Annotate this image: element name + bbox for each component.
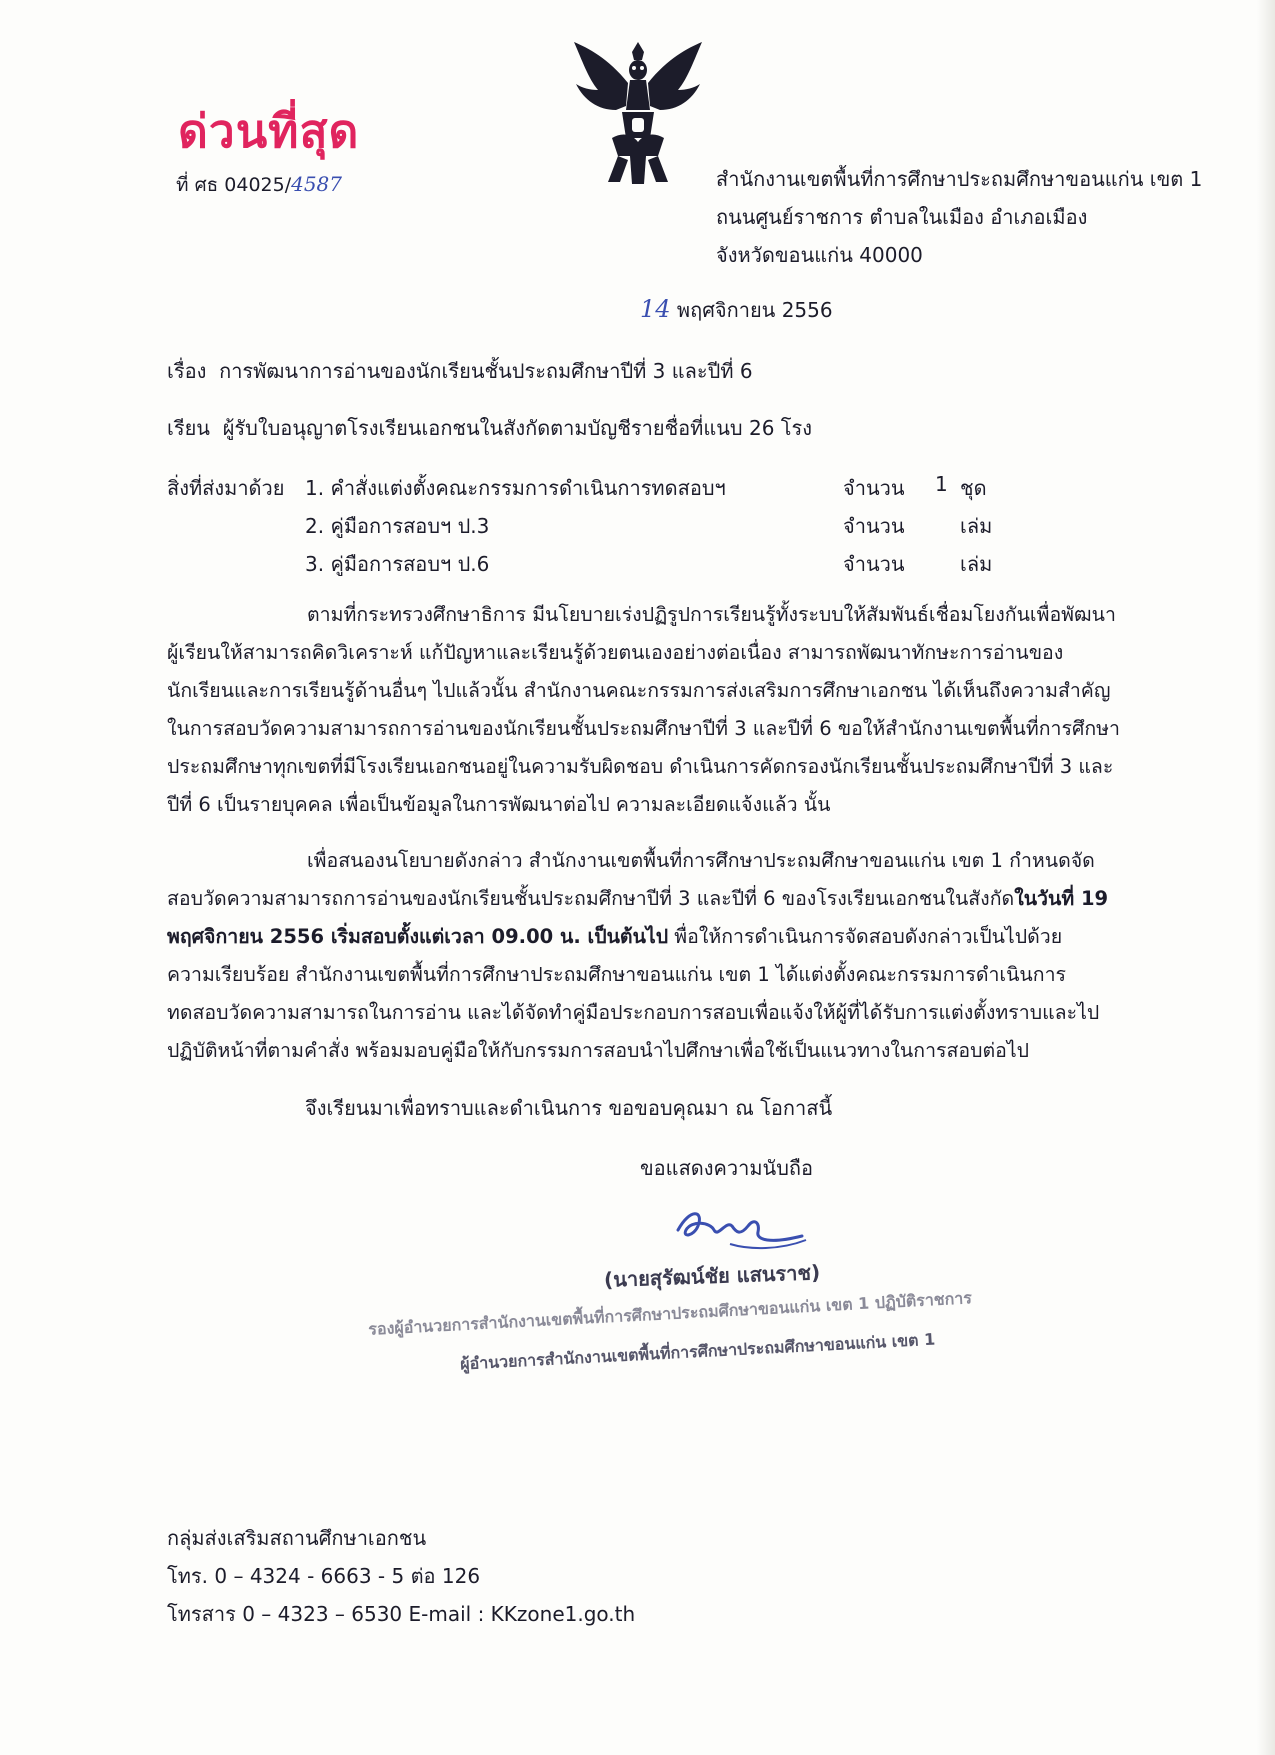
paragraph-1-line: ปีที่ 6 เป็นรายบุคคล เพื่อเป็นข้อมูลในการพัฒนาต่อไป ความละเอียดแจ้งแล้ว นั้น — [167, 793, 831, 816]
paragraph-2-line: ทดสอบวัดความสามารถในการอ่าน และได้จัดทำคู่มือประกอบการสอบเพื่อแจ้งให้ผู้ที่ได้รับการแต่งตั้งทราบและไป — [167, 1001, 1100, 1024]
enclosure-qty-label-1: จำนวน — [843, 476, 905, 500]
enclosure-qty-1: 1 — [935, 472, 948, 496]
exam-time-bold: พฤศจิกายน 2556 เริ่มสอบตั้งแต่เวลา 09.00 น. เป็นต้นไป — [167, 925, 669, 948]
signature-icon — [670, 1200, 810, 1260]
enclosure-item-1: 1. คำสั่งแต่งตั้งคณะกรรมการดำเนินการทดสอบฯ — [305, 476, 726, 500]
paragraph-1-line: ประถมศึกษาทุกเขตที่มีโรงเรียนเอกชนอยู่ในความรับผิดชอบ ดำเนินการคัดกรองนักเรียนชั้นประถมศึกษาปีที่ 3 และ — [167, 755, 1114, 778]
scan-edge — [1257, 0, 1275, 1755]
recipient-line — [167, 412, 812, 444]
reference-prefix: ที่ ศธ 04025/ — [176, 174, 292, 196]
signatory-title: ผู้อำนวยการสำนักงานเขตพื้นที่การศึกษาประถมศึกษาขอนแก่น เขต 1 — [459, 1329, 936, 1374]
footer-fax-email: โทรสาร 0 – 4323 – 6530 E-mail : KKzone1.go.th — [167, 1602, 636, 1626]
enclosure-unit-3: เล่ม — [960, 552, 993, 576]
recipient-label: เรียน — [167, 416, 210, 440]
enclosure-item-3: 3. คู่มือการสอบฯ ป.6 — [305, 552, 490, 576]
paragraph-2-text: พื่อให้การดำเนินการจัดสอบดังกล่าวเป็นไปด้วย — [668, 925, 1063, 948]
paragraph-2 — [167, 842, 1167, 1070]
paragraph-2-line — [167, 918, 1167, 956]
enclosure-unit-1: ชุด — [960, 476, 987, 500]
address-line-3: จังหวัดขอนแก่น 40000 — [716, 243, 923, 267]
paragraph-2-line: เพื่อสนองนโยบายดังกล่าว สำนักงานเขตพื้นที่การศึกษาประถมศึกษาขอนแก่น เขต 1 กำหนดจัด — [307, 849, 1095, 872]
letter-date — [640, 294, 833, 326]
enclosures-label: สิ่งที่ส่งมาด้วย — [167, 476, 285, 500]
date-month-year: พฤศจิกายน 2556 — [676, 298, 833, 322]
subject-line — [167, 355, 753, 387]
enclosure-qty-label-2: จำนวน — [843, 514, 905, 538]
address-line-2: ถนนศูนย์ราชการ ตำบลในเมือง อำเภอเมือง — [716, 205, 1088, 229]
closing-sentence: จึงเรียนมาเพื่อทราบและดำเนินการ ขอขอบคุณมา ณ โอกาสนี้ — [305, 1096, 833, 1120]
address-line-1: สำนักงานเขตพื้นที่การศึกษาประถมศึกษาขอนแก่น เขต 1 — [716, 167, 1203, 191]
urgency-stamp: ด่วนที่สุด — [178, 104, 360, 158]
regards: ขอแสดงความนับถือ — [640, 1156, 814, 1180]
paragraph-1-line: ตามที่กระทรวงศึกษาธิการ มีนโยบายเร่งปฏิรูปการเรียนรู้ทั้งระบบให้สัมพันธ์เชื่อมโยงกันเพื่อพัฒนา — [307, 603, 1116, 626]
signatory-title-acting: รองผู้อำนวยการสำนักงานเขตพื้นที่การศึกษาประถมศึกษาขอนแก่น เขต 1 ปฏิบัติราชการ — [367, 1288, 973, 1339]
enclosure-item-2: 2. คู่มือการสอบฯ ป.3 — [305, 514, 490, 538]
subject-text: การพัฒนาการอ่านของนักเรียนชั้นประถมศึกษาปีที่ 3 และปีที่ 6 — [219, 359, 753, 383]
signatory-name: (นายสุรัฒน์ชัย แสนราช) — [603, 1260, 821, 1292]
paragraph-2-line: ปฏิบัติหน้าที่ตามคำสั่ง พร้อมมอบคู่มือให้กับกรรมการสอบนำไปศึกษาเพื่อใช้เป็นแนวทางในการสอบต่อไป — [167, 1039, 1030, 1062]
paragraph-1-line: ผู้เรียนให้สามารถคิดวิเคราะห์ แก้ปัญหาและเรียนรู้ด้วยตนเองอย่างต่อเนื่อง สามารถพัฒนาทักษะการอ่านของ — [167, 641, 1064, 664]
paragraph-1-line: ในการสอบวัดความสามารถการอ่านของนักเรียนชั้นประถมศึกษาปีที่ 3 และปีที่ 6 ขอให้สำนักงานเขตพื้นที่การศึกษา — [167, 717, 1120, 740]
reference-number — [176, 170, 342, 200]
enclosure-unit-2: เล่ม — [960, 514, 993, 538]
footer-phone: โทร. 0 – 4324 - 6663 - 5 ต่อ 126 — [167, 1564, 481, 1588]
exam-date-bold: ในวันที่ 19 — [1014, 887, 1109, 910]
subject-label: เรื่อง — [167, 359, 207, 383]
paragraph-2-line — [167, 880, 1167, 918]
reference-handwritten: 4587 — [291, 172, 343, 196]
paragraph-2-text: สอบวัดความสามารถการอ่านของนักเรียนชั้นประถมศึกษาปีที่ 3 และปีที่ 6 ของโรงเรียนเอกชนในสังกัด — [167, 887, 1015, 910]
date-day-handwritten: 14 — [640, 295, 671, 323]
footer-group: กลุ่มส่งเสริมสถานศึกษาเอกชน — [167, 1526, 427, 1550]
garuda-emblem-icon — [568, 38, 708, 188]
paragraph-1-line: นักเรียนและการเรียนรู้ด้านอื่นๆ ไปแล้วนั้น สำนักงานคณะกรรมการส่งเสริมการศึกษาเอกชน ได้เห็นถึงความสำคัญ — [167, 679, 1111, 702]
paragraph-2-line: ความเรียบร้อย สำนักงานเขตพื้นที่การศึกษาประถมศึกษาขอนแก่น เขต 1 ได้แต่งตั้งคณะกรรมการดำเนินการ — [167, 963, 1066, 986]
paragraph-1 — [167, 596, 1167, 824]
recipient-text: ผู้รับใบอนุญาตโรงเรียนเอกชนในสังกัดตามบัญชีรายชื่อที่แนบ 26 โรง — [222, 416, 813, 440]
enclosure-qty-label-3: จำนวน — [843, 552, 905, 576]
